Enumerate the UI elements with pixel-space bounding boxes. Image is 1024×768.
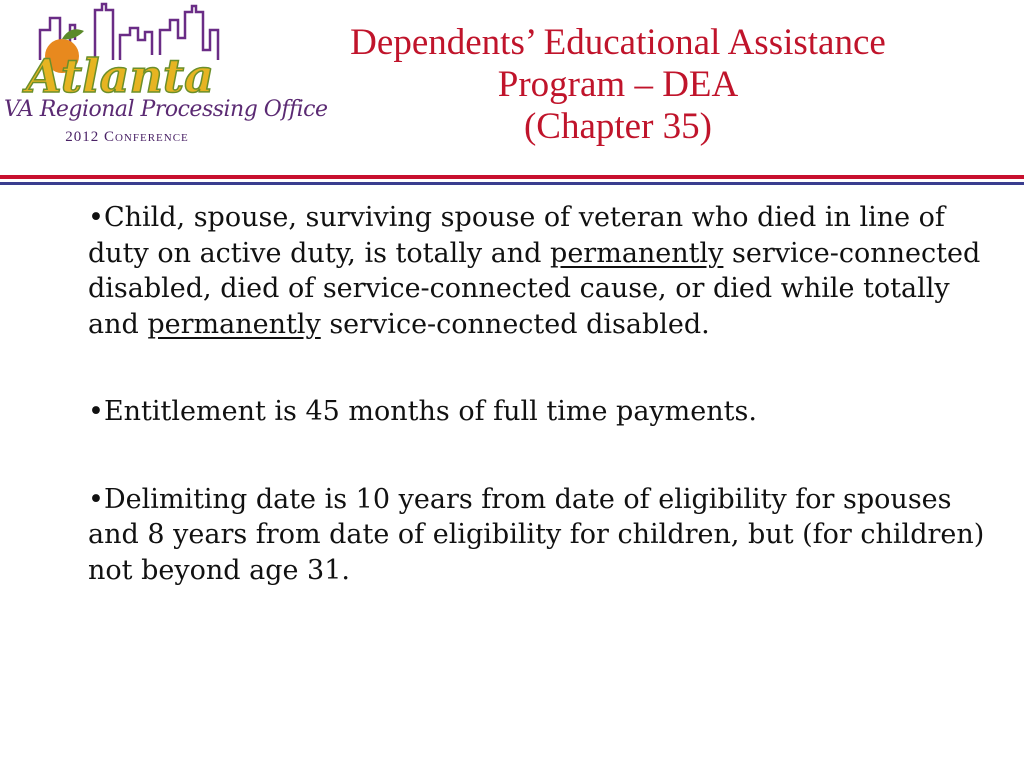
slide-title [248, 22, 988, 148]
conference-logo [0, 0, 328, 175]
bullet-marker: • [88, 202, 104, 233]
title-line-2: Program – DEA [497, 64, 739, 105]
emphasis-permanently: permanently [147, 308, 321, 340]
logo-tagline: VA Regional Processing Office [4, 97, 328, 122]
bullet-marker: • [88, 396, 104, 427]
bullet-text: service-connected disabled, died of service-connected cause, or died while totally and [88, 237, 981, 340]
bullet-entitlement [88, 394, 993, 430]
bullet-delimiting-date [88, 482, 993, 589]
bullet-text: Delimiting date is 10 years from date of eligibility for spouses and 8 years from date of eligibility for children, but (for children) not beyond age 31. [88, 483, 985, 586]
logo-city-lettering: Atlanta [26, 49, 214, 103]
title-line-1: Dependents’ Educational Assistance [350, 22, 886, 63]
divider-gap [0, 179, 1024, 181]
bullet-text: service-connected disabled. [320, 308, 710, 340]
bullet-marker: • [88, 483, 104, 515]
logo-conference-year: 2012 Conference [65, 129, 189, 145]
divider-blue [0, 182, 1024, 185]
bullet-eligibility [88, 200, 993, 342]
bullet-text: Entitlement is 45 months of full time payments. [103, 396, 757, 427]
atlanta-skyline-logo-graphic [0, 0, 250, 110]
title-line-3: (Chapter 35) [523, 106, 713, 147]
slide-body [88, 200, 993, 640]
bullet-text: Child, spouse, surviving spouse of veteran who died in line of duty on active duty, is totally and [88, 202, 945, 269]
emphasis-permanently: permanently [550, 237, 724, 269]
